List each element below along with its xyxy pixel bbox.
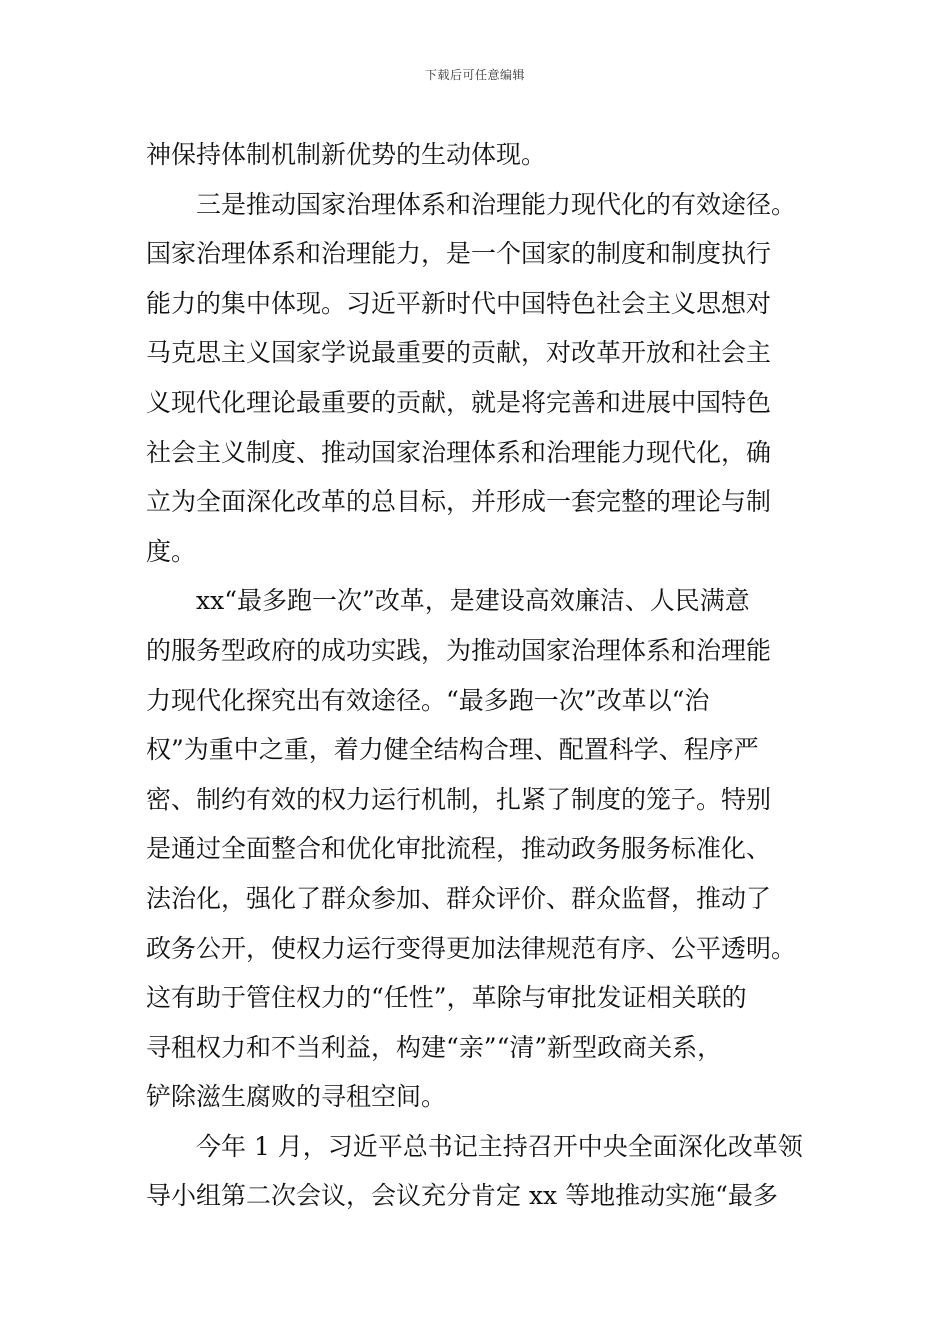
text-line: 法治化，强化了群众参加、群众评价、群众监督，推动了: [146, 883, 772, 913]
text-line: 这有助于管住权力的“任性”，革除与审批发证相关联的: [146, 983, 747, 1013]
text-line: 度。: [146, 536, 197, 566]
text-line: 神保持体制机制新优势的生动体现。: [146, 140, 547, 169]
text-line: 义现代化理论最重要的贡献，就是将完善和进展中国特色: [146, 387, 772, 417]
document-body: [146, 130, 816, 1221]
text-line: 政务公开，使权力运行变得更加法律规范有序、公平透明。: [146, 933, 797, 963]
text-line: 密、制约有效的权力运行机制，扎紧了制度的笼子。特别: [146, 784, 772, 814]
text-line: 导小组第二次会议，会议充分肯定 xx 等地推动实施“最多: [146, 1181, 778, 1211]
text-line: 国家治理体系和治理能力，是一个国家的制度和制度执行: [146, 239, 772, 269]
text-line: 立为全面深化改革的总目标，并形成一套完整的理论与制: [146, 487, 772, 517]
text-line: 三是推动国家治理体系和治理能力现代化的有效途径。: [196, 189, 797, 219]
text-line: 能力的集中体现。习近平新时代中国特色社会主义思想对: [146, 288, 772, 318]
text-line: 社会主义制度、推动国家治理体系和治理能力现代化，确: [146, 437, 772, 467]
text-line: xx“最多跑一次”改革，是建设高效廉洁、人民满意: [196, 586, 750, 616]
text-line: 铲除滋生腐败的寻租空间。: [146, 1082, 447, 1112]
text-line: 力现代化探究出有效途径。“最多跑一次”改革以“治: [146, 685, 710, 715]
text-line: 是通过全面整合和优化审批流程，推动政务服务标准化、: [146, 834, 772, 864]
text-line: 今年 1 月，习近平总书记主持召开中央全面深化改革领: [196, 1131, 803, 1161]
text-line: 的服务型政府的成功实践，为推动国家治理体系和治理能: [146, 635, 772, 665]
text-line: 马克思主义国家学说最重要的贡献，对改革开放和社会主: [146, 338, 772, 368]
page-header: 下载后可任意编辑: [424, 68, 525, 82]
text-line: 寻租权力和不当利益，构建“亲”“清”新型政商关系，: [146, 1032, 723, 1062]
text-line: 权”为重中之重，着力健全结构合理、配置科学、程序严: [146, 735, 759, 765]
